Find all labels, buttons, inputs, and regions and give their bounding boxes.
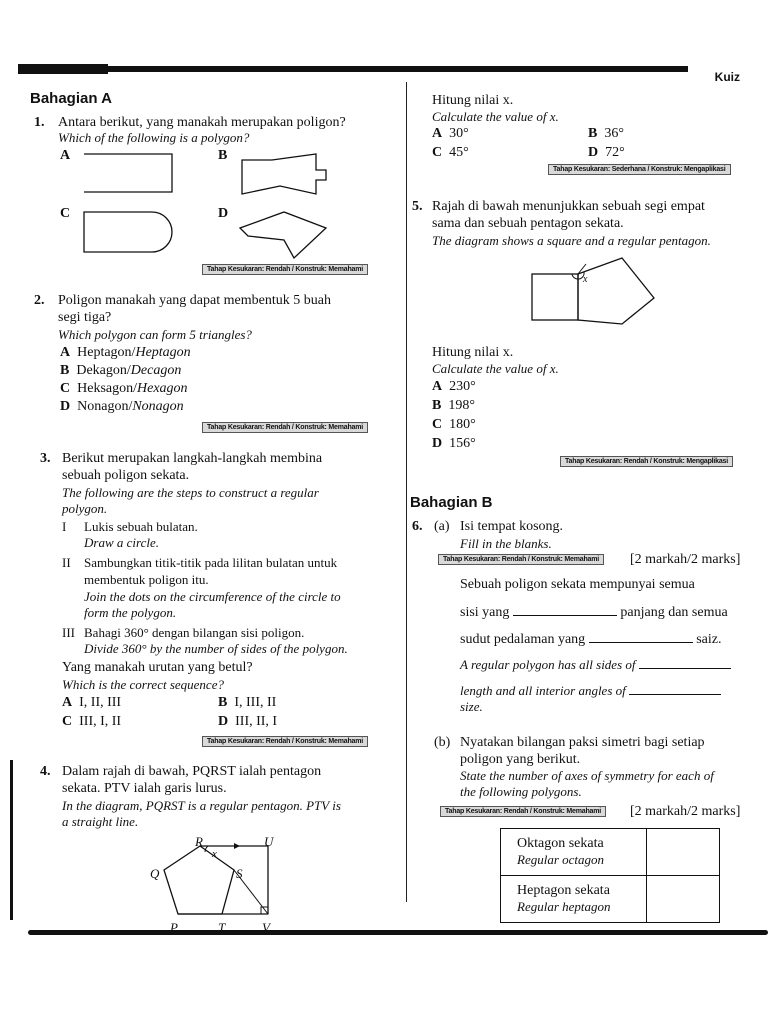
q6a-en-line-3: size. <box>460 699 483 714</box>
q4-label-r: R <box>195 834 203 849</box>
q4-text-1: Dalam rajah di bawah, PQRST ialah pentagon <box>62 764 322 779</box>
q6b-text-en-1: State the number of axes of symmetry for each of <box>460 768 714 783</box>
q3-text-en-1: The following are the steps to construct a regular <box>62 485 319 500</box>
q5-label-x: x <box>583 274 588 285</box>
option-key: A <box>62 695 73 710</box>
polygon-name-en: Regular heptagon <box>517 899 611 914</box>
column-divider <box>406 82 407 902</box>
option-key: A <box>60 345 71 360</box>
q6b-polygon-1 <box>501 829 647 876</box>
q4-option-c[interactable] <box>432 144 469 162</box>
q1-badge: Tahap Kesukaran: Rendah / Konstruk: Memahami <box>202 264 368 275</box>
q5-diagram <box>520 252 670 334</box>
q3-step-1-roman: I <box>62 519 67 534</box>
q4-ask-ms: Hitung nilai x. <box>432 93 514 108</box>
q6b-table <box>500 828 720 923</box>
q2-option-a[interactable] <box>60 344 191 362</box>
q6a-badge: Tahap Kesukaran: Rendah / Konstruk: Memahami <box>438 554 604 565</box>
q3-ask-ms: Yang manakah urutan yang betul? <box>62 660 253 675</box>
q6b-polygon-2 <box>501 876 647 923</box>
q6a-en-line-2 <box>460 682 721 699</box>
q1-text: Antara berikut, yang manakah merupakan poligon? <box>58 115 346 130</box>
option-key: A <box>432 379 443 394</box>
q5-ask-en: Calculate the value of x. <box>432 361 559 376</box>
q5-number: 5. <box>412 199 423 214</box>
q3-text-en-2: polygon. <box>62 501 108 516</box>
q4-label-t: T <box>218 920 226 935</box>
q2-option-b[interactable] <box>60 362 181 380</box>
q5-badge: Tahap Kesukaran: Rendah / Konstruk: Mengaplikasi <box>560 456 733 467</box>
q2-text-1: Poligon manakah yang dapat membentuk 5 buah <box>58 293 331 308</box>
option-key: D <box>432 436 443 451</box>
q2-number: 2. <box>34 293 45 308</box>
option-key: A <box>432 126 443 141</box>
option-en: Decagon <box>130 363 182 378</box>
option-value: 198° <box>448 398 475 413</box>
option-key: D <box>588 145 599 160</box>
q3-option-b[interactable] <box>218 694 276 712</box>
option-value: 30° <box>449 126 469 141</box>
q6-number: 6. <box>412 519 423 534</box>
q4-ask-en: Calculate the value of x. <box>432 109 559 124</box>
q3-option-a[interactable] <box>62 694 121 712</box>
option-value: 36° <box>604 126 624 141</box>
q4-label-x: x <box>212 848 217 860</box>
q5-option-a[interactable] <box>432 378 476 396</box>
option-value: III, I, II <box>79 714 122 729</box>
q3-option-d[interactable] <box>218 713 277 731</box>
q6a-line-2-pre: sisi yang <box>460 605 510 620</box>
q4-label-p: P <box>170 920 178 935</box>
polygon-name-en: Regular octagon <box>517 852 605 867</box>
q6a-line-2 <box>460 603 728 621</box>
header-kuiz: Kuiz <box>714 70 740 84</box>
q4-text-en-2: a straight line. <box>62 814 139 829</box>
q6a-text-en: Fill in the blanks. <box>460 536 552 551</box>
q5-pentagon <box>578 258 654 324</box>
q4-label-u: U <box>264 834 274 849</box>
q1-shape-b <box>242 154 326 194</box>
q3-step-2-roman: II <box>62 555 71 570</box>
q6a-en-line-2-text: length and all interior angles of <box>460 683 626 698</box>
q3-text-2: sebuah poligon sekata. <box>62 468 190 483</box>
q4-option-a[interactable] <box>432 125 469 143</box>
option-ms: Nonagon/ <box>77 399 133 414</box>
q6b-text-ms-2: poligon yang berikut. <box>460 752 581 767</box>
q6a-line-3 <box>460 630 721 648</box>
q6a-en-line-1 <box>460 656 731 673</box>
q4-label-v: V <box>262 920 270 935</box>
option-value: 72° <box>605 145 625 160</box>
option-en: Hexagon <box>137 381 188 396</box>
q6a-line-2-post: panjang dan semua <box>620 605 728 620</box>
page-edge <box>10 760 13 920</box>
q1-shape-c <box>84 212 172 252</box>
q1-option-b[interactable]: B <box>218 148 228 163</box>
q3-ask-en: Which is the correct sequence? <box>62 677 224 692</box>
q5-option-d[interactable] <box>432 435 476 453</box>
q5-text-2: sama dan sebuah pentagon sekata. <box>432 216 624 231</box>
q3-step-3-ms: Bahagi 360° dengan bilangan sisi poligon. <box>84 625 305 640</box>
option-key: C <box>60 381 71 396</box>
table-row <box>501 829 720 876</box>
q6a-line-1: Sebuah poligon sekata mempunyai semua <box>460 577 695 592</box>
q1-shape-d <box>240 212 326 258</box>
q4-option-d[interactable] <box>588 144 625 162</box>
q5-option-c[interactable] <box>432 416 476 434</box>
q6b-text-en-2: the following polygons. <box>460 784 582 799</box>
q6a-line-3-pre: sudut pedalaman yang <box>460 632 586 647</box>
q5-square <box>532 274 578 320</box>
q3-step-1-en: Draw a circle. <box>84 535 159 550</box>
option-key: B <box>588 126 598 141</box>
section-a-title: Bahagian A <box>30 90 112 107</box>
q4-text-en-1: In the diagram, PQRST is a regular pentagon. PTV is <box>62 798 341 813</box>
q5-text-en: The diagram shows a square and a regular pentagon. <box>432 233 711 248</box>
q6a-en-blank-1[interactable] <box>639 656 731 669</box>
q3-step-2-en-1: Join the dots on the circumference of the circle to <box>84 589 341 604</box>
option-key: C <box>62 714 73 729</box>
option-key: B <box>60 363 70 378</box>
q3-step-2-ms-2: membentuk poligon itu. <box>84 572 209 587</box>
q2-text-2: segi tiga? <box>58 310 112 325</box>
option-ms: Dekagon/ <box>76 363 131 378</box>
q4-text-2: sekata. PTV ialah garis lurus. <box>62 781 227 796</box>
q3-step-2-ms-1: Sambungkan titik-titik pada lilitan bulatan untuk <box>84 555 338 570</box>
polygon-name-ms: Oktagon sekata <box>517 836 604 851</box>
option-key: B <box>432 398 442 413</box>
q6b-answer-2[interactable] <box>647 876 720 923</box>
q6b-answer-1[interactable] <box>647 829 720 876</box>
q4-option-b[interactable] <box>588 125 624 143</box>
q2-option-c[interactable] <box>60 380 188 398</box>
q4-label-s: S <box>236 866 243 881</box>
q6a-marks: [2 markah/2 marks] <box>630 552 741 567</box>
q6a-en-blank-2[interactable] <box>629 682 721 695</box>
option-value: 156° <box>449 436 476 451</box>
q4-badge: Tahap Kesukaran: Sederhana / Konstruk: Mengaplikasi <box>548 164 731 175</box>
q3-step-3-roman: III <box>62 625 75 640</box>
q6a-blank-2[interactable] <box>589 630 693 643</box>
q6a-en-line-1-text: A regular polygon has all sides of <box>460 657 636 672</box>
footer-rule <box>28 930 768 935</box>
q2-badge: Tahap Kesukaran: Rendah / Konstruk: Memahami <box>202 422 368 433</box>
option-key: B <box>218 695 228 710</box>
q3-number: 3. <box>40 451 51 466</box>
option-key: D <box>60 399 71 414</box>
option-key: D <box>218 714 229 729</box>
q2-option-d[interactable] <box>60 398 184 416</box>
option-value: III, II, I <box>235 714 278 729</box>
polygon-name-ms: Heptagon sekata <box>517 883 610 898</box>
q5-text-1: Rajah di bawah menunjukkan sebuah segi empat <box>432 199 705 214</box>
q3-text-1: Berikut merupakan langkah-langkah membina <box>62 451 323 466</box>
option-en: Nonagon <box>132 399 184 414</box>
option-value: I, II, III <box>79 695 122 710</box>
option-key: C <box>432 417 443 432</box>
q1-option-c[interactable]: C <box>60 206 71 221</box>
q3-badge: Tahap Kesukaran: Rendah / Konstruk: Memahami <box>202 736 368 747</box>
q6a-blank-1[interactable] <box>513 603 617 616</box>
q3-step-1-ms: Lukis sebuah bulatan. <box>84 519 198 534</box>
q3-step-2-en-2: form the polygon. <box>84 605 177 620</box>
q5-ask-ms: Hitung nilai x. <box>432 345 514 360</box>
q4-arrow <box>234 843 240 849</box>
q6b-marks: [2 markah/2 marks] <box>630 804 741 819</box>
q3-step-3-en: Divide 360° by the number of sides of the polygon. <box>84 641 348 656</box>
option-key: C <box>432 145 443 160</box>
q1-option-a[interactable]: A <box>60 148 71 163</box>
section-b-title: Bahagian B <box>410 494 493 511</box>
q6a-line-3-post: saiz. <box>696 632 722 647</box>
q4-label-q: Q <box>150 866 160 881</box>
option-value: 45° <box>449 145 469 160</box>
q6b-badge: Tahap Kesukaran: Rendah / Konstruk: Memahami <box>440 806 606 817</box>
table-row <box>501 876 720 923</box>
q6a-label: (a) <box>434 519 450 534</box>
option-en: Heptagon <box>135 345 191 360</box>
q5-option-b[interactable] <box>432 397 475 415</box>
q1-shapes <box>0 0 400 280</box>
q3-option-c[interactable] <box>62 713 121 731</box>
option-value: 230° <box>449 379 476 394</box>
option-ms: Heptagon/ <box>77 345 136 360</box>
option-ms: Heksagon/ <box>77 381 138 396</box>
q6a-text-ms: Isi tempat kosong. <box>460 519 564 534</box>
q4-number: 4. <box>40 764 51 779</box>
q2-text-en: Which polygon can form 5 triangles? <box>58 327 252 342</box>
q6b-text-ms-1: Nyatakan bilangan paksi simetri bagi setiap <box>460 735 705 750</box>
option-value: I, III, II <box>234 695 277 710</box>
q6b-label: (b) <box>434 735 451 750</box>
q4-pentagon <box>164 846 234 914</box>
option-value: 180° <box>449 417 476 432</box>
q1-number: 1. <box>34 115 45 130</box>
q1-text-en: Which of the following is a polygon? <box>58 130 250 145</box>
q1-option-d[interactable]: D <box>218 206 229 221</box>
q1-shape-a <box>84 154 172 192</box>
